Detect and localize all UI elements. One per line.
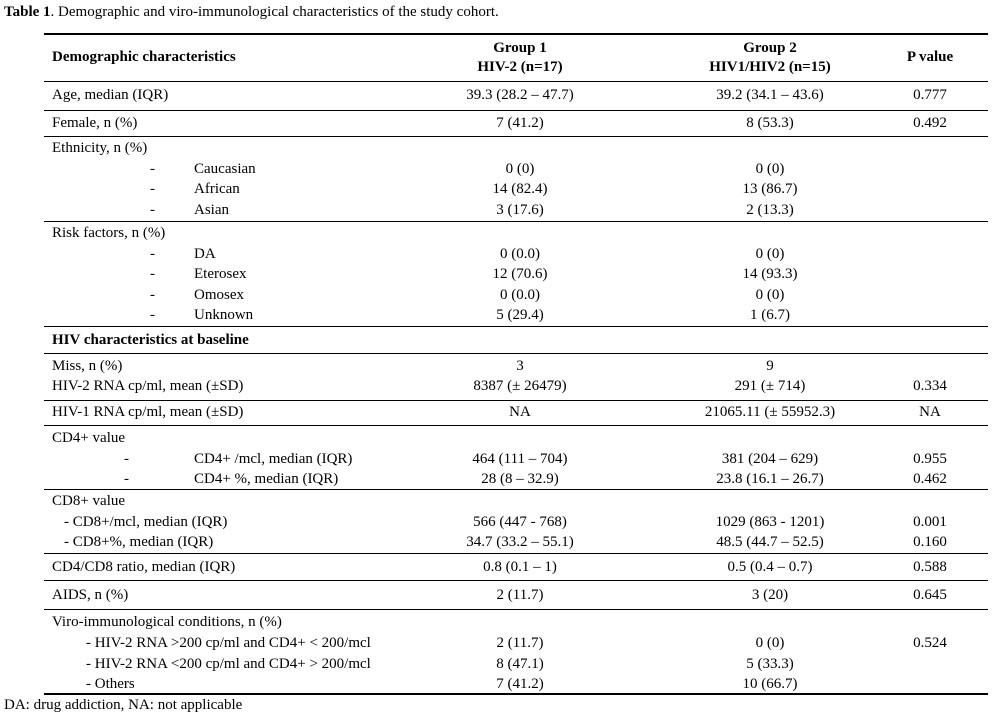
- ethnicity-asian: Asian: [194, 202, 229, 218]
- risk-eterosex: Eterosex: [194, 266, 247, 282]
- hiv1rna-label: HIV-1 RNA cp/ml, mean (±SD): [52, 404, 244, 420]
- cd8-pct-p: 0.160: [913, 534, 947, 550]
- ratio-label: CD4/CD8 ratio, median (IQR): [52, 559, 236, 575]
- row-rule: [44, 400, 988, 401]
- aids-g1: 2 (11.7): [496, 587, 544, 603]
- ethnicity-dash: -: [150, 181, 155, 197]
- ethnicity-asian-g2: 2 (13.3): [746, 202, 794, 218]
- header-demographic: Demographic characteristics: [52, 49, 236, 65]
- female-p: 0.492: [913, 115, 947, 131]
- cd4-pct-p: 0.462: [913, 471, 947, 487]
- cd4-mcl-g1: 464 (111 – 704): [472, 451, 568, 467]
- cd4-dash: -: [124, 471, 129, 487]
- header-group1-line2: HIV-2 (n=17): [477, 59, 563, 75]
- cd8-mcl-p: 0.001: [913, 514, 947, 530]
- table-caption: [4, 4, 499, 21]
- risk-dash: -: [150, 307, 155, 323]
- cd8-pct-g2: 48.5 (44.7 – 52.5): [716, 534, 824, 550]
- hiv1rna-p: NA: [919, 404, 941, 420]
- viro-p: 0.524: [913, 635, 947, 651]
- hiv1rna-g2: 21065.11 (± 55952.3): [704, 404, 836, 420]
- risk-omosex: Omosex: [194, 287, 244, 303]
- risk-da-g1: 0 (0.0): [500, 246, 540, 262]
- caption-text: . Demographic and viro-immunological characteristics of the study cohort.: [50, 4, 499, 20]
- header-group2-line1: Group 2: [743, 40, 797, 56]
- age-g1: 39.3 (28.2 – 47.7): [466, 87, 574, 103]
- cd8-pct-label: - CD8+%, median (IQR): [64, 534, 214, 550]
- cd8-mcl-label: - CD8+/mcl, median (IQR): [64, 514, 228, 530]
- risk-unknown-g2: 1 (6.7): [750, 307, 790, 323]
- aids-p: 0.645: [913, 587, 947, 603]
- ethnicity-african-g1: 14 (82.4): [492, 181, 548, 197]
- cd8-pct-g1: 34.7 (33.2 – 55.1): [466, 534, 574, 550]
- risk-unknown-g1: 5 (29.4): [496, 307, 544, 323]
- hiv2rna-g2: 291 (± 714): [734, 378, 806, 394]
- female-label: Female, n (%): [52, 115, 138, 131]
- row-rule: [44, 609, 988, 610]
- cd4-mcl-g2: 381 (204 – 629): [721, 451, 819, 467]
- viro-row1-g1: 2 (11.7): [496, 635, 544, 651]
- viro-row1-g2: 0 (0): [755, 635, 785, 651]
- ethnicity-caucasian: Caucasian: [194, 161, 256, 177]
- risk-omosex-g1: 0 (0.0): [500, 287, 540, 303]
- female-g1: 7 (41.2): [496, 115, 544, 131]
- risk-da-g2: 0 (0): [755, 246, 785, 262]
- ethnicity-asian-g1: 3 (17.6): [496, 202, 544, 218]
- ethnicity-label: Ethnicity, n (%): [52, 140, 148, 156]
- cd4-pct-g2: 23.8 (16.1 – 26.7): [716, 471, 824, 487]
- header-pvalue: P value: [906, 49, 954, 65]
- cd8-label: CD8+ value: [52, 493, 126, 509]
- cd4-label: CD4+ value: [52, 430, 126, 446]
- female-g2: 8 (53.3): [746, 115, 794, 131]
- risk-dash: -: [150, 246, 155, 262]
- age-label: Age, median (IQR): [52, 87, 169, 103]
- risk-label: Risk factors, n (%): [52, 225, 166, 241]
- ethnicity-caucasian-g2: 0 (0): [755, 161, 785, 177]
- cd4-pct-g1: 28 (8 – 32.9): [481, 471, 559, 487]
- ratio-g2: 0.5 (0.4 – 0.7): [727, 559, 813, 575]
- ratio-g1: 0.8 (0.1 – 1): [483, 559, 557, 575]
- ethnicity-dash: -: [150, 202, 155, 218]
- risk-unknown: Unknown: [194, 307, 254, 323]
- ethnicity-african-g2: 13 (86.7): [742, 181, 798, 197]
- hiv1rna-g1: NA: [509, 404, 531, 420]
- ethnicity-african: African: [194, 181, 240, 197]
- row-rule: [44, 489, 988, 490]
- risk-da: DA: [194, 246, 216, 262]
- caption-label: Table 1: [4, 4, 51, 20]
- row-rule: [44, 425, 988, 426]
- header-group1-line1: Group 1: [493, 40, 547, 56]
- table-footnote: DA: drug addiction, NA: not applicable: [4, 697, 243, 713]
- header-group2-line2: HIV1/HIV2 (n=15): [709, 59, 831, 75]
- row-rule: [44, 136, 988, 137]
- ethnicity-dash: -: [150, 161, 155, 177]
- row-rule: [44, 580, 988, 581]
- viro-label: Viro-immunological conditions, n (%): [52, 614, 282, 630]
- miss-g1: 3: [516, 358, 524, 374]
- ratio-p: 0.588: [913, 559, 947, 575]
- header-rule: [44, 81, 988, 82]
- cd4-mcl-p: 0.955: [913, 451, 947, 467]
- table-top-rule: [44, 33, 988, 35]
- risk-dash: -: [150, 266, 155, 282]
- row-rule: [44, 353, 988, 354]
- risk-omosex-g2: 0 (0): [755, 287, 785, 303]
- cd4-pct-label: CD4+ %, median (IQR): [194, 471, 339, 487]
- viro-row3-g1: 7 (41.2): [496, 676, 544, 692]
- age-p: 0.777: [913, 87, 947, 103]
- cd4-dash: -: [124, 451, 129, 467]
- cd8-mcl-g1: 566 (447 - 768): [473, 514, 567, 530]
- hiv2rna-g1: 8387 (± 26479): [473, 378, 567, 394]
- row-rule: [44, 221, 988, 222]
- table-bottom-rule: [44, 693, 988, 695]
- hiv2rna-label: HIV-2 RNA cp/ml, mean (±SD): [52, 378, 244, 394]
- hiv-section-heading: HIV characteristics at baseline: [52, 332, 249, 348]
- cd8-mcl-g2: 1029 (863 - 1201): [715, 514, 825, 530]
- aids-g2: 3 (20): [751, 587, 789, 603]
- viro-row3-g2: 10 (66.7): [742, 676, 798, 692]
- risk-eterosex-g2: 14 (93.3): [742, 266, 798, 282]
- aids-label: AIDS, n (%): [52, 587, 129, 603]
- hiv2rna-p: 0.334: [913, 378, 947, 394]
- risk-eterosex-g1: 12 (70.6): [492, 266, 548, 282]
- row-rule: [44, 326, 988, 327]
- viro-row2-g2: 5 (33.3): [746, 656, 794, 672]
- viro-row1-label: - HIV-2 RNA >200 cp/ml and CD4+ < 200/mcl: [86, 635, 371, 651]
- miss-g2: 9: [766, 358, 774, 374]
- age-g2: 39.2 (34.1 – 43.6): [716, 87, 824, 103]
- risk-dash: -: [150, 287, 155, 303]
- viro-row2-label: - HIV-2 RNA <200 cp/ml and CD4+ > 200/mcl: [86, 656, 371, 672]
- ethnicity-caucasian-g1: 0 (0): [505, 161, 535, 177]
- viro-row2-g1: 8 (47.1): [496, 656, 544, 672]
- miss-label: Miss, n (%): [52, 358, 123, 374]
- viro-row3-label: - Others: [86, 676, 135, 692]
- row-rule: [44, 110, 988, 111]
- cd4-mcl-label: CD4+ /mcl, median (IQR): [194, 451, 353, 467]
- row-rule: [44, 553, 988, 554]
